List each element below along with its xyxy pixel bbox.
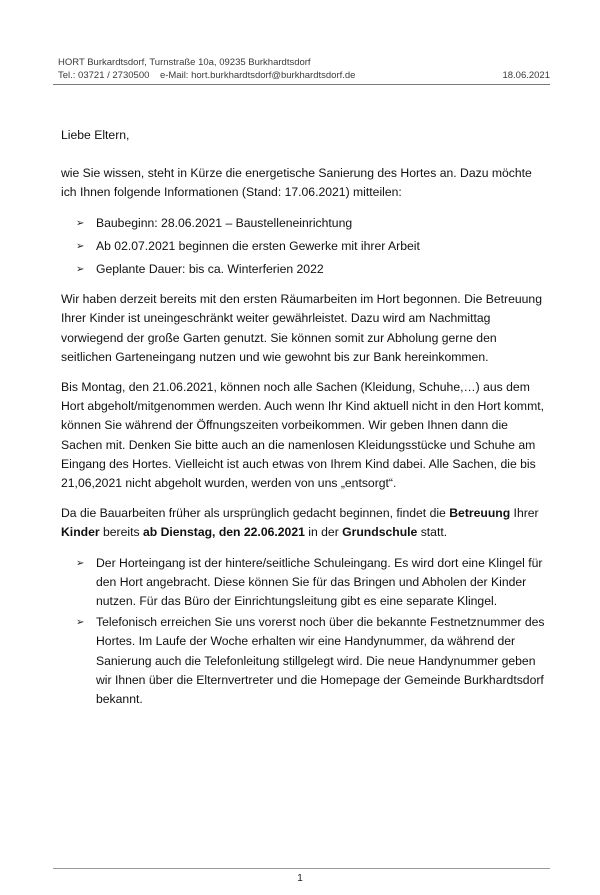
page-number: 1 — [297, 873, 303, 884]
arrow-bullet-icon: ➢ — [76, 240, 85, 252]
arrow-bullet-icon: ➢ — [76, 617, 85, 629]
info-list — [61, 214, 550, 280]
arrow-bullet-icon: ➢ — [76, 217, 85, 229]
letter-date: 18.06.2021 — [502, 70, 550, 81]
arrow-bullet-icon: ➢ — [76, 557, 85, 569]
list-item: ➢ Baubeginn: 28.06.2021 – Baustelleneinrichtung — [74, 214, 550, 233]
intro-paragraph: wie Sie wissen, steht in Kürze die energetische Sanierung des Hortes an. Dazu möchte ich Ihnen folgende Informationen (Stand: 17.06.2021) mitteilen: — [61, 166, 532, 200]
letterhead-address: HORT Burkardtsdorf, Turnstraße 10a, 09235 Burkhardtsdorf — [58, 57, 311, 68]
garden-paragraph: Wir haben derzeit bereits mit den ersten Räumarbeiten im Hort begonnen. Die Betreuung Ihrer Kinder ist uneingeschränkt weiter gewährleistet. Dazu wird am Nachmittag vorwiegend der große Garten genutzt. Sie können somit zur Abholung gerne den seitlichen Garteneingang nutzen und wie gewohnt bis zur Bank hereinkommen. — [61, 292, 542, 364]
letter-body — [61, 126, 550, 720]
footer-divider — [53, 868, 550, 869]
belongings-paragraph: Bis Montag, den 21.06.2021, können noch alle Sachen (Kleidung, Schuhe,…) aus dem Hort abgeholt/mitgenommen werden. Auch wenn Ihr Kind aktuell nicht in den Hort kommt, können Sie während der Öffnungszeiten vorbeikommen. Wir geben Ihnen dann die Sachen mit. Denken Sie bitte auch an die namenlosen Kleidungsstücke und Schuhe am Eingang des Hortes. Vielleicht ist auch etwas von Ihrem Kind dabei. Alle Sachen, die bis 21,06,2021 nicht abgeholt wurden, werden von uns „entsorgt“. — [61, 380, 545, 491]
relocation-paragraph: Da die Bauarbeiten früher als ursprünglich gedacht beginnen, findet die Betreuung Ihrer Kinder bereits ab Dienstag, den 22.06.2021 in der Grundschule statt. — [61, 506, 539, 540]
salutation: Liebe Eltern, — [61, 128, 130, 142]
letterhead-contact-row — [58, 69, 550, 82]
details-list — [61, 554, 550, 710]
list-item: ➢ Telefonisch erreichen Sie uns vorerst noch über die bekannte Festnetznummer des Hortes. Im Laufe der Woche erhalten wir eine Handynummer, da während der Sanierung auch die Telefonleitung stillgelegt wird. Die neue Handynummer geben wir Ihnen über die Elternvertreter und die Homepage der Gemeinde Burkhardtsdorf bekannt. — [76, 615, 545, 707]
arrow-bullet-icon: ➢ — [76, 264, 85, 276]
letterhead-divider — [53, 84, 550, 85]
letterhead-contact: Tel.: 03721 / 2730500 e-Mail: hort.burkhardtsdorf@burkhardtsdorf.de — [58, 70, 356, 81]
list-item: ➢ Ab 02.07.2021 beginnen die ersten Gewerke mit ihrer Arbeit — [74, 237, 550, 256]
list-item: ➢ Der Horteingang ist der hintere/seitliche Schuleingang. Es wird dort eine Klingel für den Hort angebracht. Diese können Sie für das Bringen und Abholen der Kinder nutzen. Für das Büro der Einrichtungsleitung gibt es eine separate Klingel. — [76, 555, 543, 609]
list-item: ➢ Geplante Dauer: bis ca. Winterferien 2022 — [74, 260, 550, 279]
letterhead — [58, 56, 550, 82]
